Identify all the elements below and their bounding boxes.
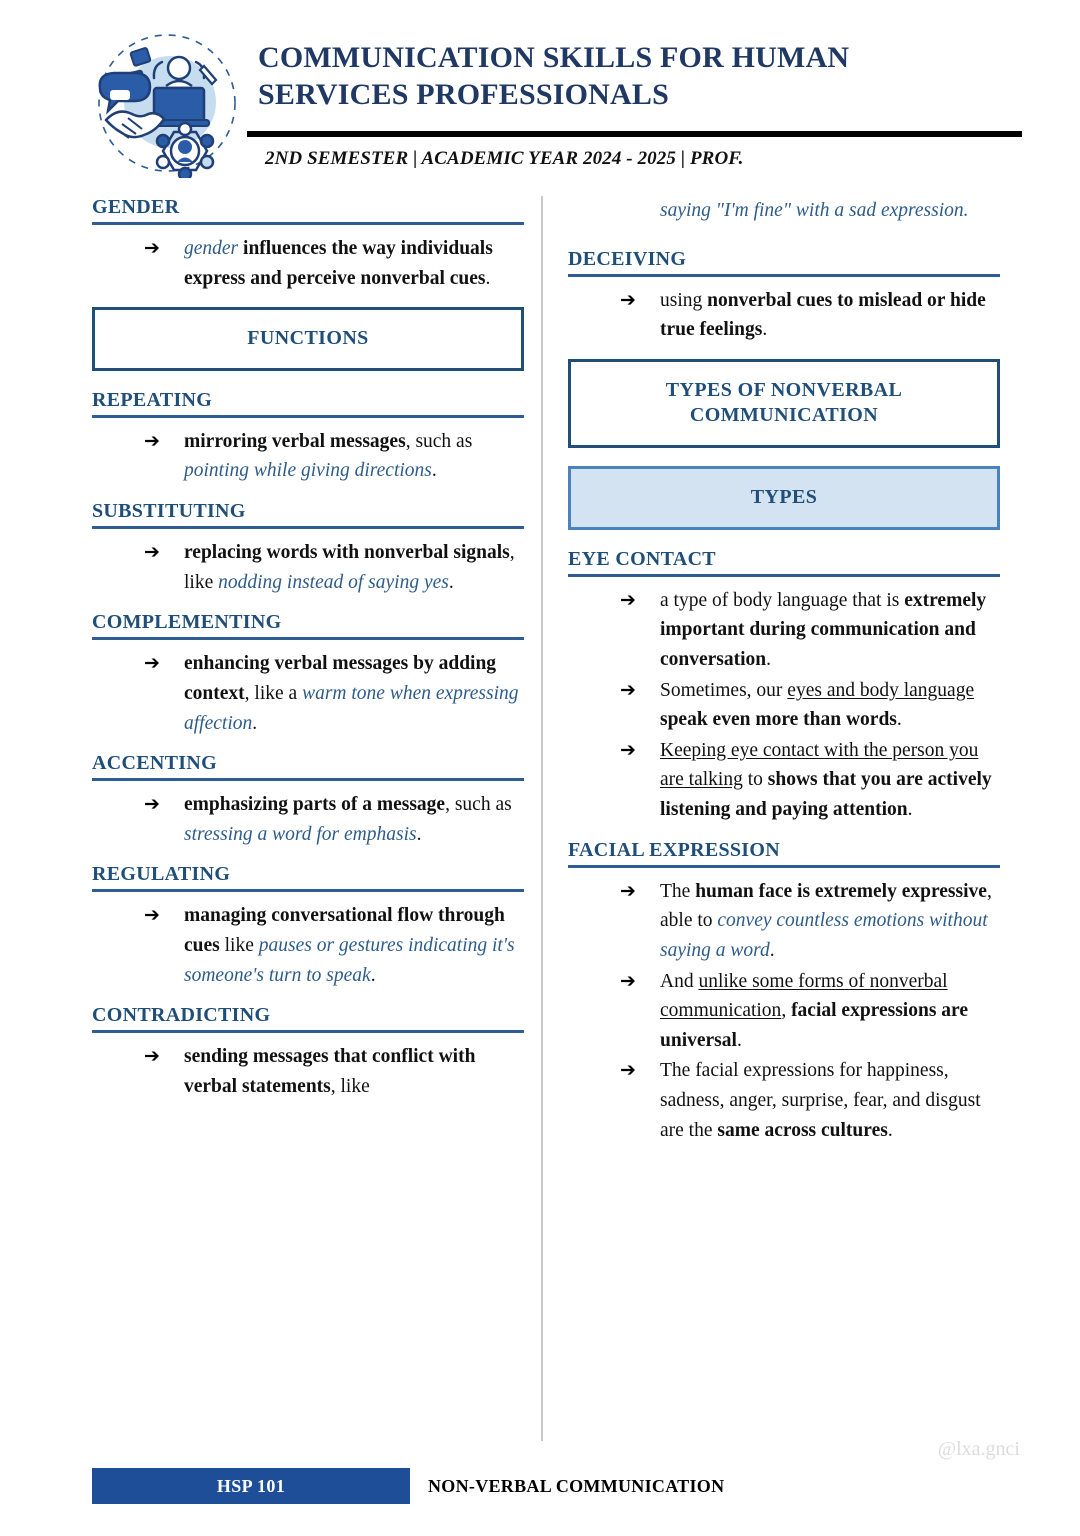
section-accenting — [92, 752, 524, 849]
bullet-list — [92, 790, 524, 849]
heading-underline — [568, 865, 1000, 868]
list-item-continuation — [620, 196, 1000, 226]
list-item — [144, 427, 524, 486]
list-item — [144, 1042, 524, 1101]
arrow-bullet-icon: ➔ — [620, 588, 636, 611]
bullet-text: replacing words with nonverbal signals, like nodding instead of saying yes. — [184, 542, 515, 593]
arrow-bullet-icon: ➔ — [620, 288, 636, 311]
list-item — [144, 538, 524, 597]
arrow-bullet-icon: ➔ — [144, 904, 160, 927]
bullet-text: Keeping eye contact with the person you are talking to shows that you are actively listening and paying attention. — [660, 739, 992, 821]
bullet-text: mirroring verbal messages, such as pointing while giving directions. — [184, 430, 473, 482]
title-divider-rule — [247, 131, 1022, 137]
bullet-text: using nonverbal cues to mislead or hide true feelings. — [660, 289, 986, 341]
heading-underline — [92, 1030, 524, 1033]
section-heading: EYE CONTACT — [568, 547, 716, 570]
arrow-bullet-icon: ➔ — [620, 738, 636, 761]
bullet-text: Sometimes, our eyes and body language speak even more than words. — [660, 679, 975, 731]
right-column — [568, 196, 1000, 1159]
callout-box-types-of-nonverbal-communication: TYPES OF NONVERBAL COMMUNICATION — [568, 359, 1000, 448]
bullet-text: a type of body language that is extremely important during communication and conversation. — [660, 589, 987, 670]
section-deceiving — [568, 248, 1000, 345]
left-column — [92, 196, 524, 1116]
continuation-text: saying "I'm fine" with a sad expression. — [660, 200, 969, 221]
section-heading: CONTRADICTING — [92, 1004, 271, 1027]
callout-box-functions: FUNCTIONS — [92, 307, 524, 371]
bullet-list — [92, 427, 524, 486]
continuation-text-block — [568, 196, 1000, 226]
bullet-list — [568, 877, 1000, 1146]
section-heading: ACCENTING — [92, 752, 217, 775]
communication-skills-logo — [92, 28, 242, 178]
section-substituting — [92, 500, 524, 597]
heading-underline — [92, 778, 524, 781]
bullet-text: And unlike some forms of nonverbal communication, facial expressions are universal. — [660, 970, 968, 1051]
bullet-text: managing conversational flow through cues like pauses or gestures indicating it's someone's turn to speak. — [184, 905, 515, 986]
heading-underline — [568, 274, 1000, 277]
page-title — [258, 40, 1023, 113]
list-item — [620, 967, 1000, 1056]
list-item — [620, 1056, 1000, 1145]
title-line-2: SERVICES PROFESSIONALS — [258, 77, 669, 111]
section-complementing — [92, 611, 524, 738]
arrow-bullet-icon: ➔ — [144, 793, 160, 816]
arrow-bullet-icon: ➔ — [144, 429, 160, 452]
heading-underline — [92, 637, 524, 640]
bullet-text: The human face is extremely expressive, able to convey countless emotions without saying a word. — [660, 880, 992, 961]
list-item — [620, 676, 1000, 735]
heading-underline — [92, 526, 524, 529]
page-header — [0, 0, 1080, 190]
arrow-bullet-icon: ➔ — [620, 879, 636, 902]
bullet-list — [568, 586, 1000, 825]
list-item — [144, 790, 524, 849]
section-gender — [92, 196, 524, 293]
bullet-text: sending messages that conflict with verbal statements, like — [184, 1046, 476, 1097]
list-item — [144, 234, 524, 293]
list-item — [620, 877, 1000, 966]
bullet-list — [568, 286, 1000, 345]
bullet-list — [92, 1042, 524, 1101]
bullet-list — [92, 538, 524, 597]
callout-box-types: TYPES — [568, 466, 1000, 530]
section-heading: SUBSTITUTING — [92, 500, 246, 523]
list-item — [144, 649, 524, 738]
section-heading: REGULATING — [92, 863, 231, 886]
list-item — [620, 586, 1000, 675]
heading-underline — [92, 889, 524, 892]
bullet-text: The facial expressions for happiness, sadness, anger, surprise, fear, and disgust are the same across cultures. — [660, 1060, 981, 1141]
arrow-bullet-icon: ➔ — [144, 237, 160, 259]
arrow-bullet-icon: ➔ — [144, 1045, 160, 1068]
bullet-list — [92, 901, 524, 990]
page-footer — [92, 1468, 1022, 1504]
heading-underline — [568, 574, 1000, 577]
section-heading: FACIAL EXPRESSION — [568, 838, 780, 861]
bullet-text: gender influences the way individuals express and perceive nonverbal cues. — [184, 238, 493, 289]
bullet-list — [92, 649, 524, 738]
list-item — [620, 736, 1000, 825]
watermark: @lxa.gnci — [937, 1438, 1020, 1460]
title-line-1: COMMUNICATION SKILLS FOR HUMAN — [258, 41, 850, 74]
bullet-list — [92, 234, 524, 293]
arrow-bullet-icon: ➔ — [144, 541, 160, 564]
section-regulating — [92, 863, 524, 990]
arrow-bullet-icon: ➔ — [620, 969, 636, 992]
arrow-bullet-icon: ➔ — [620, 678, 636, 701]
section-eye-contact — [568, 548, 1000, 825]
bullet-text: enhancing verbal messages by adding context, like a warm tone when expressing affection. — [184, 653, 519, 734]
section-contradicting — [92, 1004, 524, 1101]
footer-course-code: HSP 101 — [92, 1468, 410, 1504]
column-divider — [541, 196, 543, 1441]
section-heading: COMPLEMENTING — [92, 611, 282, 634]
heading-underline — [92, 222, 524, 225]
heading-underline — [92, 415, 524, 418]
list-item — [144, 901, 524, 990]
bullet-text: emphasizing parts of a message, such as stressing a word for emphasis. — [184, 794, 512, 845]
section-heading: REPEATING — [92, 388, 213, 411]
arrow-bullet-icon: ➔ — [144, 652, 160, 675]
arrow-bullet-icon: ➔ — [620, 1059, 636, 1082]
section-heading: DECEIVING — [568, 247, 687, 270]
section-repeating — [92, 389, 524, 486]
course-subtitle: 2ND SEMESTER | ACADEMIC YEAR 2024 - 2025 | PROF. — [265, 148, 744, 169]
section-heading: GENDER — [92, 196, 180, 218]
list-item — [620, 286, 1000, 345]
section-facial-expression — [568, 839, 1000, 1146]
footer-topic: NON-VERBAL COMMUNICATION — [410, 1468, 1022, 1504]
